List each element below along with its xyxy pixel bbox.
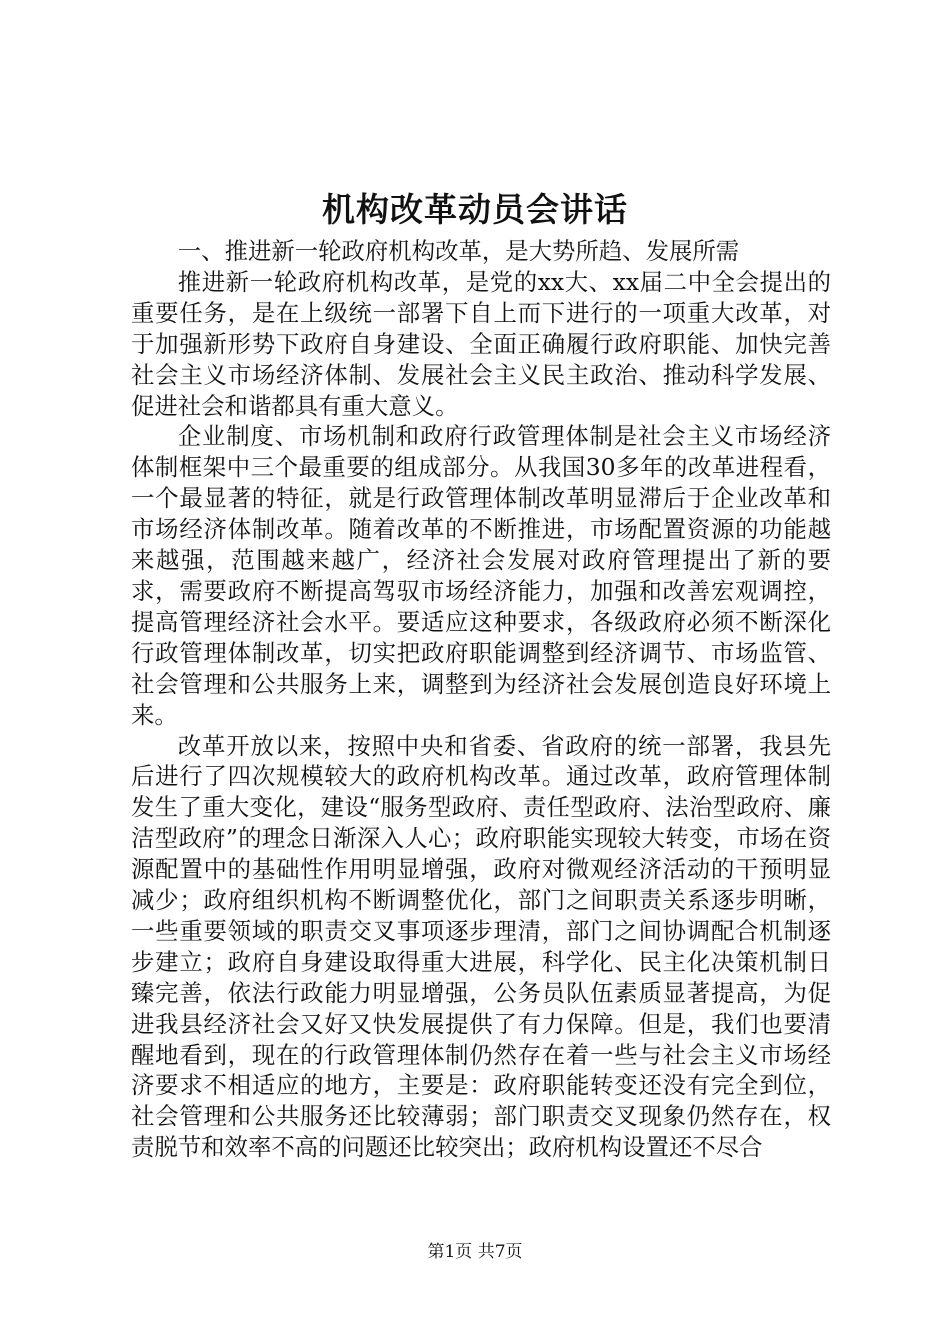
- section-heading: 一、推进新一轮政府机构改革，是大势所趋、发展所需: [177, 237, 740, 265]
- paragraph: 推进新一轮政府机构改革，是党的xx大、xx届二中全会提出的重要任务，是在上级统一部署下自上而下进行的一项重大改革，对于加强新形势下政府自身建设、全面正确履行政府职能、加快完善社会主义市场经济体制、发展社会主义民主政治、推动科学发展、促进社会和谐都具有重大意义。: [131, 267, 831, 420]
- paragraph: 企业制度、市场机制和政府行政管理体制是社会主义市场经济体制框架中三个最重要的组成部分。从我国30多年的改革进程看，一个最显著的特征，就是行政管理体制改革明显滞后于企业改革和市场经济体制改革。随着改革的不断推进，市场配置资源的功能越来越强，范围越来越广，经济社会发展对政府管理提出了新的要求，需要政府不断提高驾驭市场经济能力，加强和改善宏观调控，提高管理经济社会水平。要适应这种要求，各级政府必须不断深化行政管理体制改革，切实把政府职能调整到经济调节、市场监管、社会管理和公共服务上来，调整到为经济社会发展创造良好环境上来。: [131, 422, 831, 729]
- document-body: [131, 236, 831, 1163]
- document-title: 机构改革动员会讲话: [322, 190, 628, 229]
- paragraph: 改革开放以来，按照中央和省委、省政府的统一部署，我县先后进行了四次规模较大的政府机构改革。通过改革，政府管理体制发生了重大变化，建设“服务型政府、责任型政府、法治型政府、廉洁型政府”的理念日渐深入人心；政府职能实现较大转变，市场在资源配置中的基础性作用明显增强，政府对微观经济活动的干预明显减少；政府组织机构不断调整优化，部门之间职责关系逐步明晰，一些重要领域的职责交叉事项逐步理清，部门之间协调配合机制逐步建立；政府自身建设取得重大进展，科学化、民主化决策机制日臻完善，依法行政能力明显增强，公务员队伍素质显著提高，为促进我县经济社会又好又快发展提供了有力保障。但是，我们也要清醒地看到，现在的行政管理体制仍然存在着一些与社会主义市场经济要求不相适应的地方，主要是：政府职能转变还没有完全到位，社会管理和公共服务还比较薄弱；部门职责交叉现象仍然存在，权责脱节和效率不高的问题还比较突出；政府机构设置还不尽合: [131, 731, 831, 1162]
- page-footer: 第1页 共7页: [427, 1242, 523, 1262]
